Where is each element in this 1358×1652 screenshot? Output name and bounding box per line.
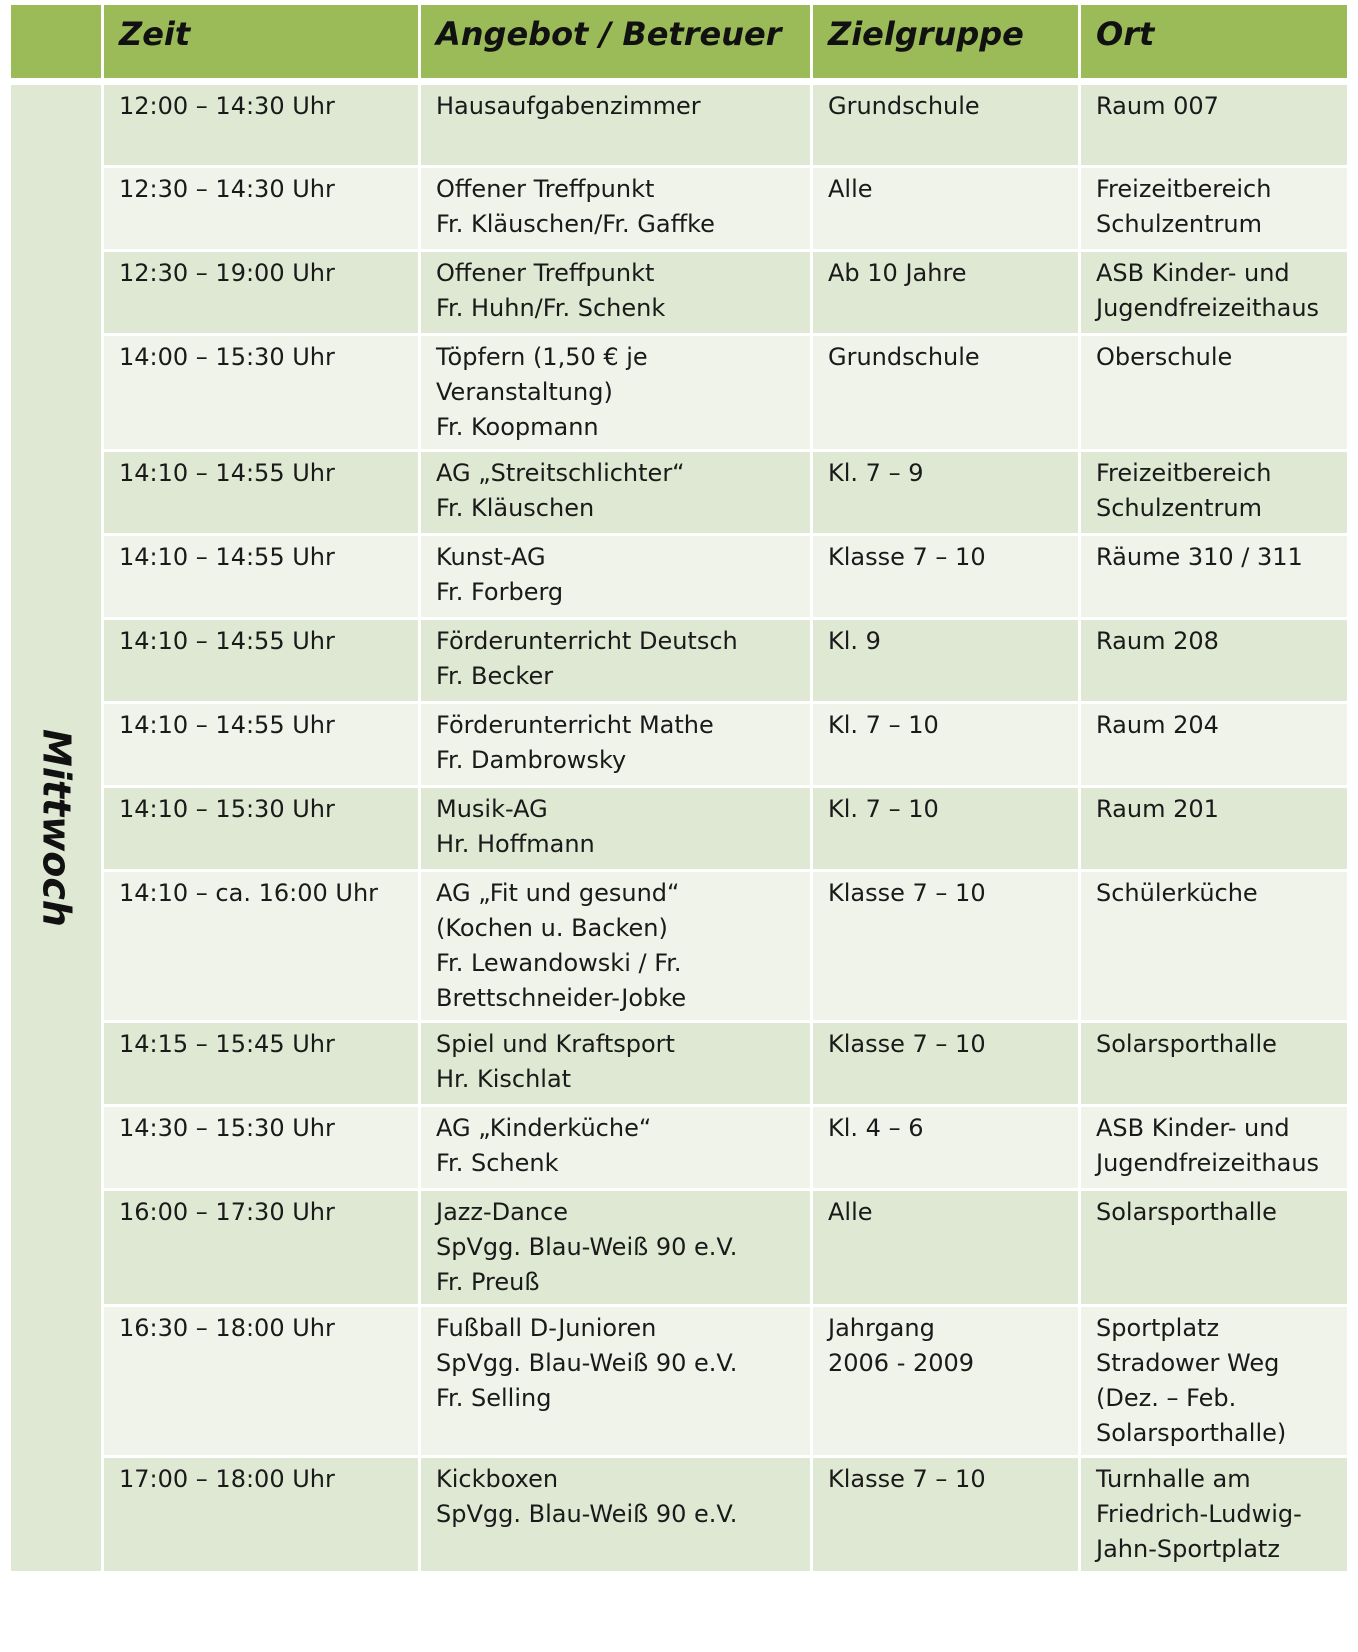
cell-angebot (421, 1307, 813, 1458)
angebot-line: SpVgg. Blau-Weiß 90 e.V. (436, 1349, 738, 1377)
cell-zeit (104, 1458, 421, 1574)
zeit-text: 12:30 – 19:00 Uhr (119, 259, 335, 287)
angebot-line: Fr. Forberg (436, 578, 564, 606)
ort-line: (Dez. – Feb. (1096, 1384, 1237, 1412)
angebot-line: Hr. Hoffmann (436, 830, 595, 858)
cell-ort (1081, 788, 1347, 872)
cell-zielgruppe (813, 452, 1081, 536)
cell-zeit (104, 788, 421, 872)
angebot-line: Fr. Huhn/Fr. Schenk (436, 294, 666, 322)
table-row (11, 252, 1347, 336)
table-row (11, 452, 1347, 536)
cell-ort (1081, 1458, 1347, 1574)
zielgruppe-line: Kl. 7 – 10 (828, 795, 939, 823)
zielgruppe-line: Kl. 9 (828, 627, 881, 655)
ort-line: Freizeitbereich (1096, 459, 1272, 487)
cell-ort (1081, 704, 1347, 788)
angebot-line: Kunst-AG (436, 543, 546, 571)
zeit-text: 16:30 – 18:00 Uhr (119, 1314, 335, 1342)
angebot-line: Hausaufgabenzimmer (436, 92, 701, 120)
zielgruppe-line: Grundschule (828, 343, 980, 371)
cell-zielgruppe (813, 1023, 1081, 1107)
header-day-cell (11, 5, 104, 85)
cell-angebot (421, 1023, 813, 1107)
cell-zielgruppe (813, 536, 1081, 620)
cell-ort (1081, 252, 1347, 336)
ort-line: Jahn-Sportplatz (1096, 1535, 1280, 1563)
ort-line: Sportplatz (1096, 1314, 1220, 1342)
cell-angebot (421, 704, 813, 788)
day-label: Mittwoch (34, 729, 79, 927)
table-row (11, 336, 1347, 452)
zeit-text: 14:10 – 14:55 Uhr (119, 459, 335, 487)
zeit-text: 14:10 – 14:55 Uhr (119, 627, 335, 655)
table-row (11, 168, 1347, 252)
cell-zielgruppe (813, 1191, 1081, 1307)
cell-ort (1081, 536, 1347, 620)
table-row (11, 1458, 1347, 1574)
ort-line: Raum 007 (1096, 92, 1219, 120)
angebot-line: Töpfern (1,50 € je (436, 343, 648, 371)
angebot-line: Kickboxen (436, 1465, 559, 1493)
ort-line: Solarsporthalle) (1096, 1419, 1287, 1447)
zielgruppe-line: Kl. 7 – 10 (828, 711, 939, 739)
zeit-text: 16:00 – 17:30 Uhr (119, 1198, 335, 1226)
table-body (11, 85, 1347, 1574)
angebot-line: SpVgg. Blau-Weiß 90 e.V. (436, 1233, 738, 1261)
zielgruppe-line: Alle (828, 1198, 873, 1226)
cell-ort (1081, 168, 1347, 252)
zielgruppe-line: Klasse 7 – 10 (828, 543, 986, 571)
cell-zielgruppe (813, 1307, 1081, 1458)
angebot-line: AG „Kinderküche“ (436, 1114, 652, 1142)
table-row (11, 872, 1347, 1023)
cell-angebot (421, 1191, 813, 1307)
ort-line: Schulzentrum (1096, 210, 1262, 238)
zeit-text: 12:00 – 14:30 Uhr (119, 92, 335, 120)
cell-angebot (421, 336, 813, 452)
header-angebot: Angebot / Betreuer (421, 5, 813, 85)
cell-zeit (104, 704, 421, 788)
angebot-line: Fr. Schenk (436, 1149, 559, 1177)
cell-angebot (421, 85, 813, 168)
table-header (11, 5, 1347, 85)
zielgruppe-line: Kl. 7 – 9 (828, 459, 924, 487)
angebot-line: Förderunterricht Deutsch (436, 627, 738, 655)
table-row (11, 620, 1347, 704)
header-row (11, 5, 1347, 85)
zeit-text: 14:10 – 14:55 Uhr (119, 711, 335, 739)
zeit-text: 14:10 – 15:30 Uhr (119, 795, 335, 823)
ort-line: ASB Kinder- und (1096, 1114, 1290, 1142)
angebot-line: Spiel und Kraftsport (436, 1030, 675, 1058)
ort-line: Oberschule (1096, 343, 1233, 371)
zielgruppe-line: Kl. 4 – 6 (828, 1114, 924, 1142)
zielgruppe-line: 2006 - 2009 (828, 1349, 975, 1377)
cell-zeit (104, 872, 421, 1023)
cell-zeit (104, 620, 421, 704)
ort-line: Jugendfreizeithaus (1096, 1149, 1320, 1177)
angebot-line: Fr. Kläuschen/Fr. Gaffke (436, 210, 715, 238)
cell-ort (1081, 452, 1347, 536)
zielgruppe-line: Klasse 7 – 10 (828, 1030, 986, 1058)
cell-angebot (421, 788, 813, 872)
cell-zeit (104, 1191, 421, 1307)
header-zielgruppe: Zielgruppe (813, 5, 1081, 85)
table-row (11, 1191, 1347, 1307)
header-zeit: Zeit (104, 5, 421, 85)
angebot-line: Fr. Lewandowski / Fr. (436, 949, 682, 977)
angebot-line: Fr. Selling (436, 1384, 552, 1412)
angebot-line: Offener Treffpunkt (436, 259, 655, 287)
table-row (11, 704, 1347, 788)
angebot-line: Fr. Becker (436, 662, 554, 690)
ort-line: Freizeitbereich (1096, 175, 1272, 203)
ort-line: Solarsporthalle (1096, 1030, 1277, 1058)
ort-line: Solarsporthalle (1096, 1198, 1277, 1226)
angebot-line: (Kochen u. Backen) (436, 914, 668, 942)
cell-zielgruppe (813, 1107, 1081, 1191)
cell-zielgruppe (813, 168, 1081, 252)
ort-line: Stradower Weg (1096, 1349, 1280, 1377)
zielgruppe-line: Klasse 7 – 10 (828, 879, 986, 907)
schedule-table (11, 5, 1347, 1574)
cell-zielgruppe (813, 1458, 1081, 1574)
ort-line: Raum 208 (1096, 627, 1219, 655)
zeit-text: 17:00 – 18:00 Uhr (119, 1465, 335, 1493)
ort-line: Friedrich-Ludwig- (1096, 1500, 1302, 1528)
cell-zielgruppe (813, 704, 1081, 788)
ort-line: Raum 201 (1096, 795, 1219, 823)
cell-angebot (421, 536, 813, 620)
day-cell (11, 85, 104, 1574)
zeit-text: 12:30 – 14:30 Uhr (119, 175, 335, 203)
table-row (11, 1107, 1347, 1191)
table-row (11, 536, 1347, 620)
cell-ort (1081, 336, 1347, 452)
cell-zeit (104, 1023, 421, 1107)
ort-line: Schulzentrum (1096, 494, 1262, 522)
zeit-text: 14:00 – 15:30 Uhr (119, 343, 335, 371)
ort-line: Räume 310 / 311 (1096, 543, 1303, 571)
angebot-line: Fr. Preuß (436, 1268, 540, 1296)
zielgruppe-line: Klasse 7 – 10 (828, 1465, 986, 1493)
table-row (11, 1307, 1347, 1458)
cell-angebot (421, 168, 813, 252)
cell-ort (1081, 620, 1347, 704)
cell-ort (1081, 1191, 1347, 1307)
cell-zeit (104, 168, 421, 252)
cell-zielgruppe (813, 620, 1081, 704)
zielgruppe-line: Alle (828, 175, 873, 203)
angebot-line: AG „Streitschlichter“ (436, 459, 685, 487)
table-row (11, 788, 1347, 872)
cell-angebot (421, 1458, 813, 1574)
angebot-line: Veranstaltung) (436, 378, 613, 406)
ort-line: Turnhalle am (1096, 1465, 1251, 1493)
cell-angebot (421, 1107, 813, 1191)
cell-angebot (421, 452, 813, 536)
cell-angebot (421, 620, 813, 704)
cell-zeit (104, 1107, 421, 1191)
ort-line: Schülerküche (1096, 879, 1258, 907)
angebot-line: Fr. Dambrowsky (436, 746, 627, 774)
cell-zielgruppe (813, 85, 1081, 168)
cell-angebot (421, 872, 813, 1023)
angebot-line: Brettschneider-Jobke (436, 984, 687, 1012)
cell-zielgruppe (813, 336, 1081, 452)
cell-zielgruppe (813, 872, 1081, 1023)
zeit-text: 14:15 – 15:45 Uhr (119, 1030, 335, 1058)
cell-zeit (104, 452, 421, 536)
angebot-line: Musik-AG (436, 795, 548, 823)
cell-zeit (104, 85, 421, 168)
cell-zeit (104, 1307, 421, 1458)
cell-zeit (104, 336, 421, 452)
cell-ort (1081, 1107, 1347, 1191)
angebot-line: Fr. Kläuschen (436, 494, 595, 522)
ort-line: ASB Kinder- und (1096, 259, 1290, 287)
cell-ort (1081, 872, 1347, 1023)
angebot-line: Fr. Koopmann (436, 413, 599, 441)
cell-angebot (421, 252, 813, 336)
cell-zielgruppe (813, 788, 1081, 872)
zeit-text: 14:10 – ca. 16:00 Uhr (119, 879, 379, 907)
cell-zielgruppe (813, 252, 1081, 336)
cell-ort (1081, 1307, 1347, 1458)
angebot-line: Fußball D-Junioren (436, 1314, 657, 1342)
zielgruppe-line: Grundschule (828, 92, 980, 120)
angebot-line: AG „Fit und gesund“ (436, 879, 680, 907)
cell-zeit (104, 252, 421, 336)
header-ort: Ort (1081, 5, 1347, 85)
angebot-line: Jazz-Dance (436, 1198, 568, 1226)
angebot-line: Hr. Kischlat (436, 1065, 572, 1093)
table-row (11, 1023, 1347, 1107)
ort-line: Raum 204 (1096, 711, 1219, 739)
ort-line: Jugendfreizeithaus (1096, 294, 1320, 322)
table-row (11, 85, 1347, 168)
cell-ort (1081, 85, 1347, 168)
angebot-line: SpVgg. Blau-Weiß 90 e.V. (436, 1500, 738, 1528)
angebot-line: Offener Treffpunkt (436, 175, 655, 203)
zielgruppe-line: Jahrgang (828, 1314, 935, 1342)
cell-ort (1081, 1023, 1347, 1107)
angebot-line: Förderunterricht Mathe (436, 711, 714, 739)
cell-zeit (104, 536, 421, 620)
zielgruppe-line: Ab 10 Jahre (828, 259, 967, 287)
zeit-text: 14:10 – 14:55 Uhr (119, 543, 335, 571)
zeit-text: 14:30 – 15:30 Uhr (119, 1114, 335, 1142)
